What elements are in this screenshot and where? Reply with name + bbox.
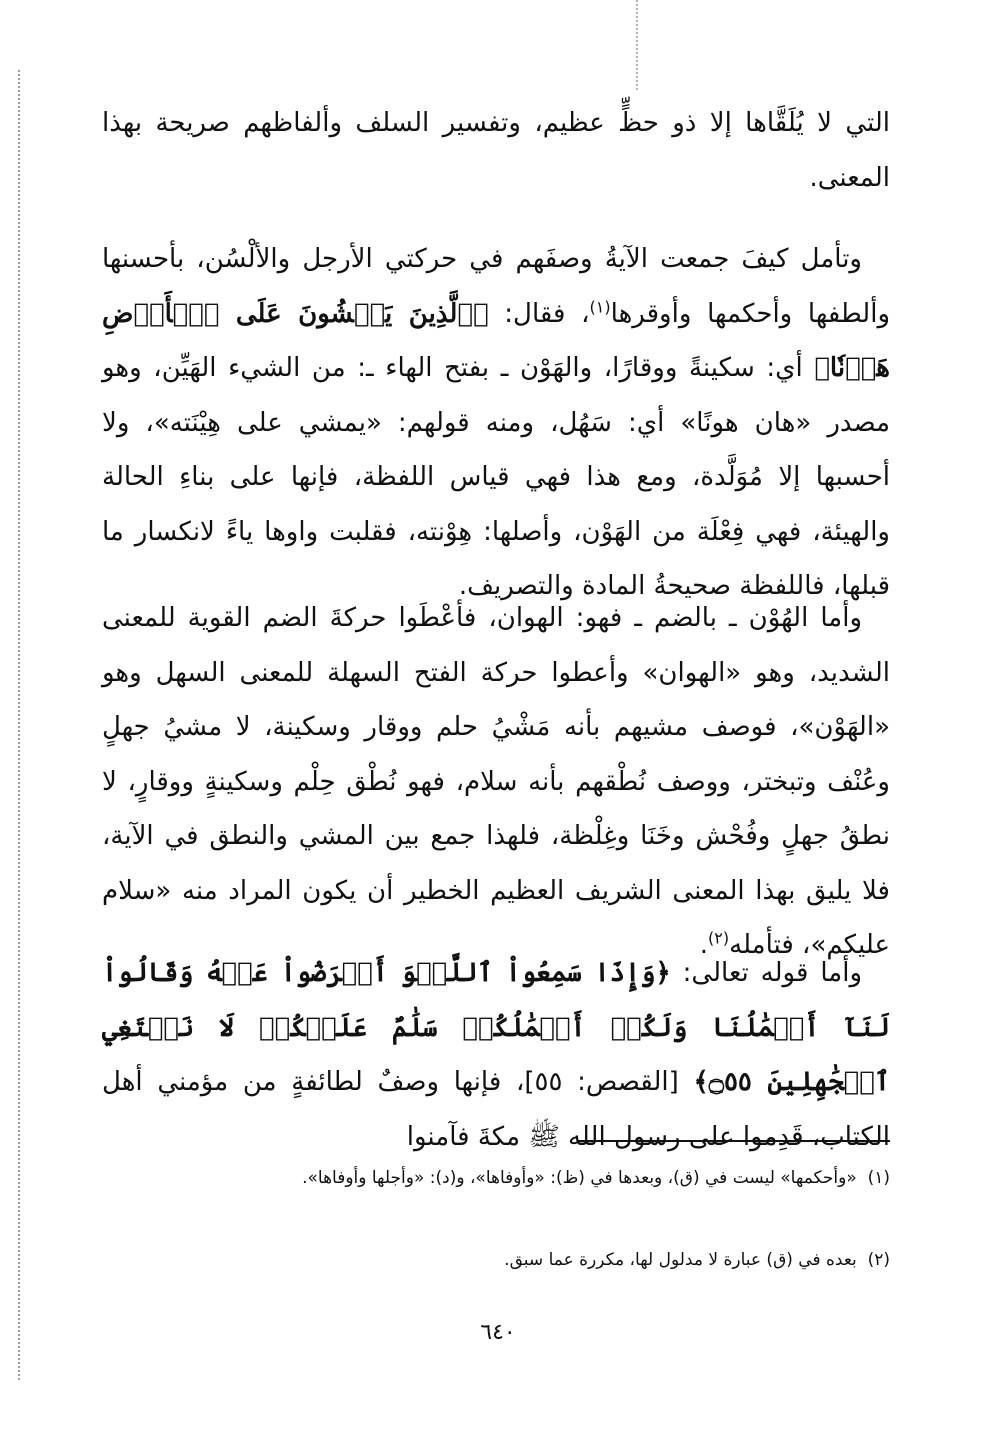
- paragraph-3-text: [102, 591, 890, 973]
- paragraph-3: [102, 591, 890, 973]
- binding-dotted-line: [18, 70, 20, 1380]
- footnote-ref-2[interactable]: (٢): [708, 928, 730, 948]
- footnote-separator: [578, 1140, 890, 1142]
- footnote-ref-1[interactable]: (١): [589, 296, 611, 316]
- footnote-2-body: بعده في (ق) عبارة لا مدلول لها، مكررة عما سبق.: [504, 1250, 857, 1270]
- footnote-2-number: (٢): [867, 1250, 890, 1270]
- paragraph-2: [102, 232, 890, 614]
- paragraph-4-part-b: [القصص: ٥٥]، فإنها وصفٌ لطائفةٍ من مؤمني أهل الكتاب، قَدِموا على رسول الله ﷺ مكةَ فآمنوا: [102, 1067, 890, 1152]
- paragraph-3-part-a: وأما الهُوْن ـ بالضم ـ فهو: الهوان، فأعْطَوا حركةَ الضم القوية للمعنى الشديد، وهو «الهوان» وأعطوا حركة الفتح السهلة للمعنى السهل وهو «الهَوْن»، فوصف مشيهم بأنه مَشْيُ حلم ووقار وسكينة، لا مشيُ جهلٍ وعُنْف وتبختر، ووصف نُطْقهم بأنه سلام، فهو نُطْق حِلْم وسكينةٍ ووقارٍ، لا نطقُ جهلٍ وفُحْش وخَنَا وغِلْظة، فلهذا جمع بين المشي والنطق في الآية، فلا يليق بهذا المعنى الشريف العظيم الخطير أن يكون المراد منه «سلام عليكم»، فتأمله: [102, 603, 890, 960]
- page-number: ٦٤٠: [480, 1320, 516, 1345]
- quran-verse-furqan: ﴿ٱلَّذِينَ يَمۡشُونَ عَلَى ٱلۡأَرۡضِ هَوۡنٗا﴾: [102, 298, 890, 383]
- paragraph-3-part-b: .: [699, 930, 709, 960]
- paragraph-1-text: التي لا يُلَقَّاها إلا ذو حظٍّ عظيم، وتفسير السلف وألفاظهم صريحة بهذا المعنى.: [102, 108, 890, 193]
- footnote-2-text: [102, 1244, 890, 1277]
- paragraph-2-part-b: ، فقال:: [488, 298, 590, 329]
- footnote-1-number: (١): [867, 1168, 890, 1188]
- paragraph-2-part-c: أي: سكينةً ووقارًا، والهَوْن ـ بفتح الهاء ـ: من الشيء الهَيِّن، وهو مصدر «هان هونًا» أي: سَهُل، ومنه قولهم: «يمشي على هِيْنَته»، ولا أحسبها إلا مُوَلَّدة، ومع هذا فهي قياس اللفظة، فإنها على بناءِ الحالة والهيئة، فهي فِعْلَة من الهَوْن، وأصلها: هِوْنته، فقلبت واوها ياءً لانكسار ما قبلها، فاللفظة صحيحةُ المادة والتصريف.: [102, 353, 890, 601]
- footnote-2: [102, 1244, 890, 1283]
- footnote-1: [102, 1162, 890, 1201]
- footnote-1-body: «وأحكمها» ليست في (ق)، وبعدها في (ظ): «وأوفاها»، و(د): «وأجلها وأوفاها».: [302, 1168, 857, 1188]
- paragraph-2-part-a: وتأمل كيفَ جمعت الآيةُ وصفَهم في حركتي الأرجل والألْسُن، بأحسنها وألطفها وأحكمها وأوقرها: [102, 244, 891, 329]
- quran-verse-qasas: ﴿وَإِذَا سَمِعُواْ ٱللَّغۡوَ أَعۡرَضُواْ عَنۡهُ وَقَالُواْ لَنَآ أَعۡمَٰلُنَا وَلَكُمۡ أَعۡمَٰلُكُمۡ سَلَٰمٌ عَلَيۡكُمۡ لَا نَبۡتَغِي ٱلۡجَٰهِلِينَ ۝٥٥﴾: [102, 958, 890, 1097]
- fold-dotted-line: [636, 0, 638, 90]
- paragraph-4-text: [102, 946, 890, 1164]
- paragraph-1: [102, 96, 890, 205]
- paragraph-4: [102, 946, 890, 1164]
- paragraph-4-part-a: وأما قوله تعالى:: [670, 958, 862, 988]
- paragraph-2-text: [102, 232, 890, 614]
- footnote-1-text: [102, 1162, 890, 1195]
